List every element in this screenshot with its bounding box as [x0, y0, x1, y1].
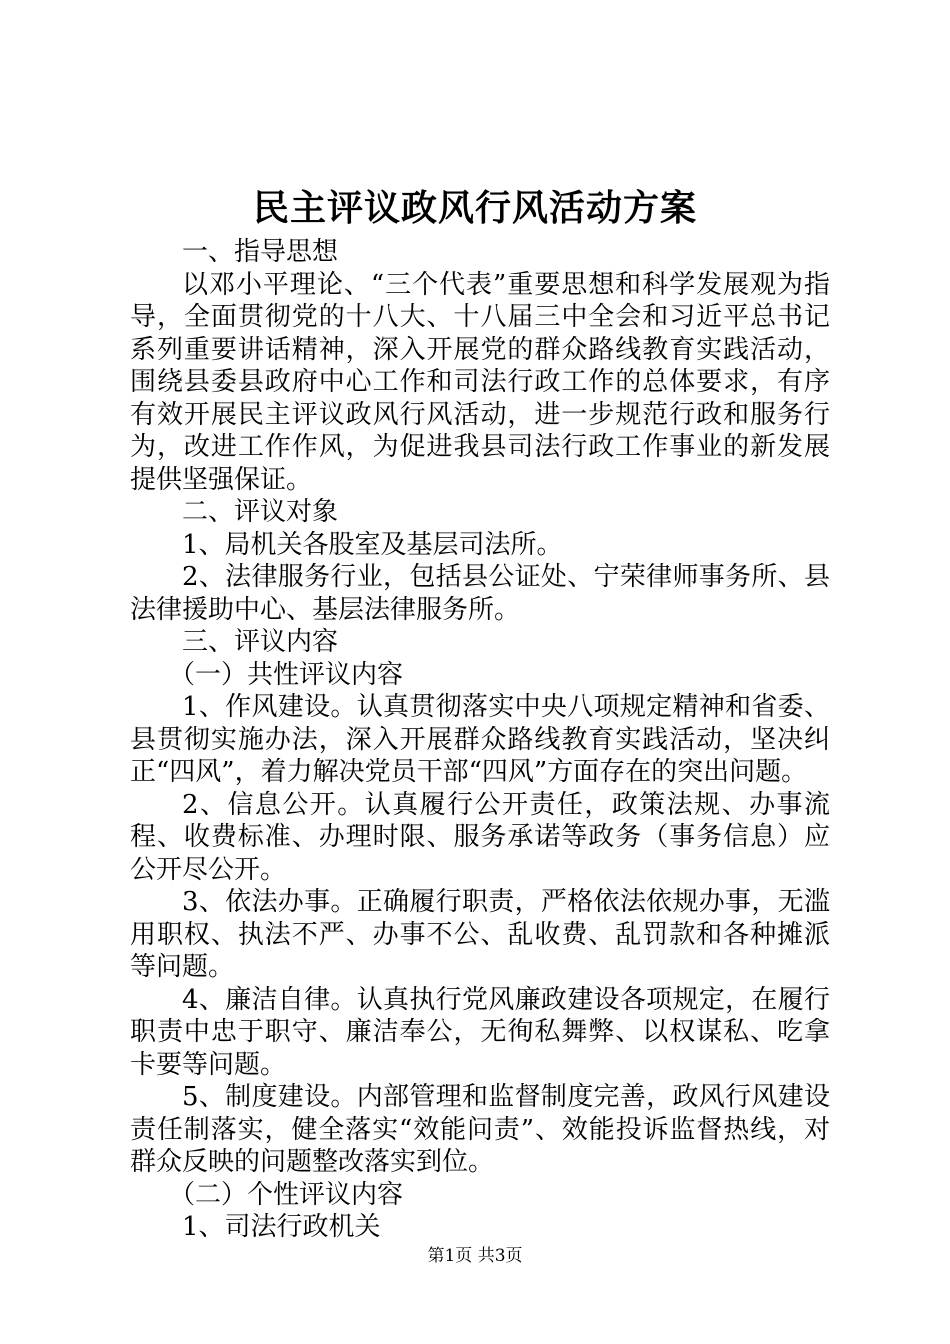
- subheading-individual-content: （二）个性评议内容: [169, 1179, 404, 1210]
- heading-evaluation-content: 三、评议内容: [182, 627, 339, 657]
- subheading-common-content: （一）共性评议内容: [169, 659, 404, 690]
- heading-evaluation-targets: 二、评议对象: [182, 497, 339, 527]
- paragraph-content-3: 3、依法办事。正确履行职责，严格依法依规办事，无滥用职权、执法不严、办事不公、乱收费、乱罚款和各种摊派等问题。: [130, 887, 830, 982]
- document-body: [130, 236, 830, 1244]
- paragraph-target-2: 2、法律服务行业，包括县公证处、宁荣律师事务所、县法律援助中心、基层法律服务所。: [130, 562, 830, 625]
- paragraph-content-2: 2、信息公开。认真履行公开责任，政策法规、办事流程、收费标准、办理时限、服务承诺等政务（事务信息）应公开尽公开。: [130, 789, 830, 885]
- paragraph-guiding-ideology: 以邓小平理论、“三个代表”重要思想和科学发展观为指导，全面贯彻党的十八大、十八届三中全会和习近平总书记系列重要讲话精神，深入开展党的群众路线教育实践活动，围绕县委县政府中心工作和司法行政工作的总体要求，有序有效开展民主评议政风行风活动，进一步规范行政和服务行为，改进工作作风，为促进我县司法行政工作事业的新发展提供坚强保证。: [130, 269, 830, 495]
- paragraph-content-4: 4、廉洁自律。认真执行党风廉政建设各项规定，在履行职责中忠于职守、廉洁奉公，无徇私舞弊、以权谋私、吃拿卡要等问题。: [130, 984, 830, 1080]
- paragraph-target-1: 1、局机关各股室及基层司法所。: [182, 529, 563, 560]
- page-footer: 第1页 共3页: [427, 1246, 523, 1266]
- paragraph-individual-1: 1、司法行政机关: [182, 1212, 381, 1242]
- document-title: 民主评议政风行风活动方案: [252, 187, 697, 229]
- paragraph-content-1: 1、作风建设。认真贯彻落实中央八项规定精神和省委、县贯彻实施办法，深入开展群众路线教育实践活动，坚决纠正“四风”，着力解决党员干部“四风”方面存在的突出问题。: [130, 692, 830, 787]
- heading-guiding-ideology: 一、指导思想: [182, 237, 339, 267]
- paragraph-content-5: 5、制度建设。内部管理和监督制度完善，政风行风建设责任制落实，健全落实“效能问责”、效能投诉监督热线，对群众反映的问题整改落实到位。: [130, 1082, 830, 1177]
